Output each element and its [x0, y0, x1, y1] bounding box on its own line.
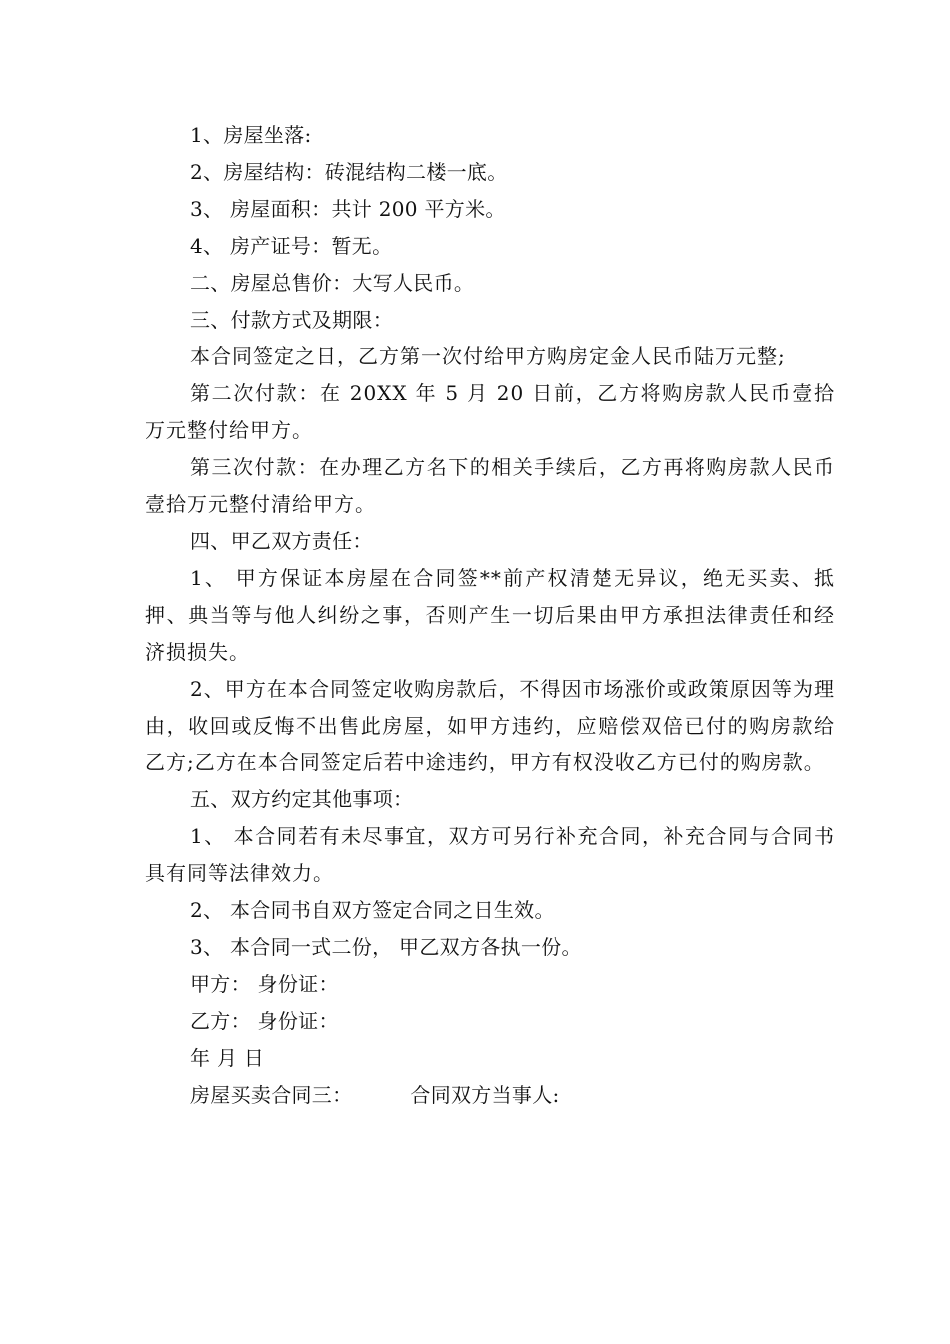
section-total-price: 二、房屋总售价：大写人民币。: [190, 270, 475, 295]
section-other-title: 五、双方约定其他事项：: [190, 787, 414, 812]
payment-second-paragraph: 第二次付款：在 20XX 年 5 月 20 日前，乙方将购房款人民币壹拾万元整付给甲方。: [145, 381, 835, 443]
next-contract-title: 房屋买卖合同三：: [190, 1082, 353, 1107]
party-b-signature-line: 乙方： 身份证：: [190, 1008, 339, 1033]
date-line: 年 月 日: [190, 1045, 265, 1070]
item-certificate: 4、 房产证号：暂无。: [190, 233, 393, 258]
responsibility-2-paragraph: 2、甲方在本合同签定收购房款后，不得因市场涨价或政策原因等为理由，收回或反悔不出售此房屋，如甲方违约，应赔偿双倍已付的购房款给乙方;乙方在本合同签定后若中途违约，甲方有权没收乙方已付的购房款。: [145, 676, 835, 775]
section-payment-title: 三、付款方式及期限：: [190, 307, 393, 332]
contract-body: [145, 117, 835, 1113]
other-3-line: 3、 本合同一式二份， 甲乙双方各执一份。: [190, 934, 582, 959]
section-responsibilities-title: 四、甲乙双方责任：: [190, 528, 373, 553]
next-contract-heading: [145, 1077, 835, 1114]
payment-first-paragraph: 本合同签定之日，乙方第一次付给甲方购房定金人民币陆万元整;: [190, 344, 786, 369]
party-a-signature-line: 甲方： 身份证：: [190, 971, 339, 996]
other-1-paragraph: 1、 本合同若有未尽事宜，双方可另行补充合同，补充合同与合同书具有同等法律效力。: [145, 824, 835, 886]
next-contract-parties: 合同双方当事人:: [410, 1082, 560, 1107]
payment-third-paragraph: 第三次付款：在办理乙方名下的相关手续后，乙方再将购房款人民币 壹拾万元整付清给甲方。: [145, 455, 835, 517]
other-2-line: 2、 本合同书自双方签定合同之日生效。: [190, 898, 555, 923]
responsibility-1-paragraph: 1、 甲方保证本房屋在合同签**前产权清楚无异议，绝无买卖、抵押、典当等与他人纠纷之事，否则产生一切后果由甲方承担法律责任和经济损损失。: [145, 565, 835, 664]
item-structure: 2、房屋结构：砖混结构二楼一底。: [190, 159, 508, 184]
item-location: 1、房屋坐落:: [190, 123, 312, 147]
item-area: 3、 房屋面积：共计 200 平方米。: [190, 196, 506, 221]
